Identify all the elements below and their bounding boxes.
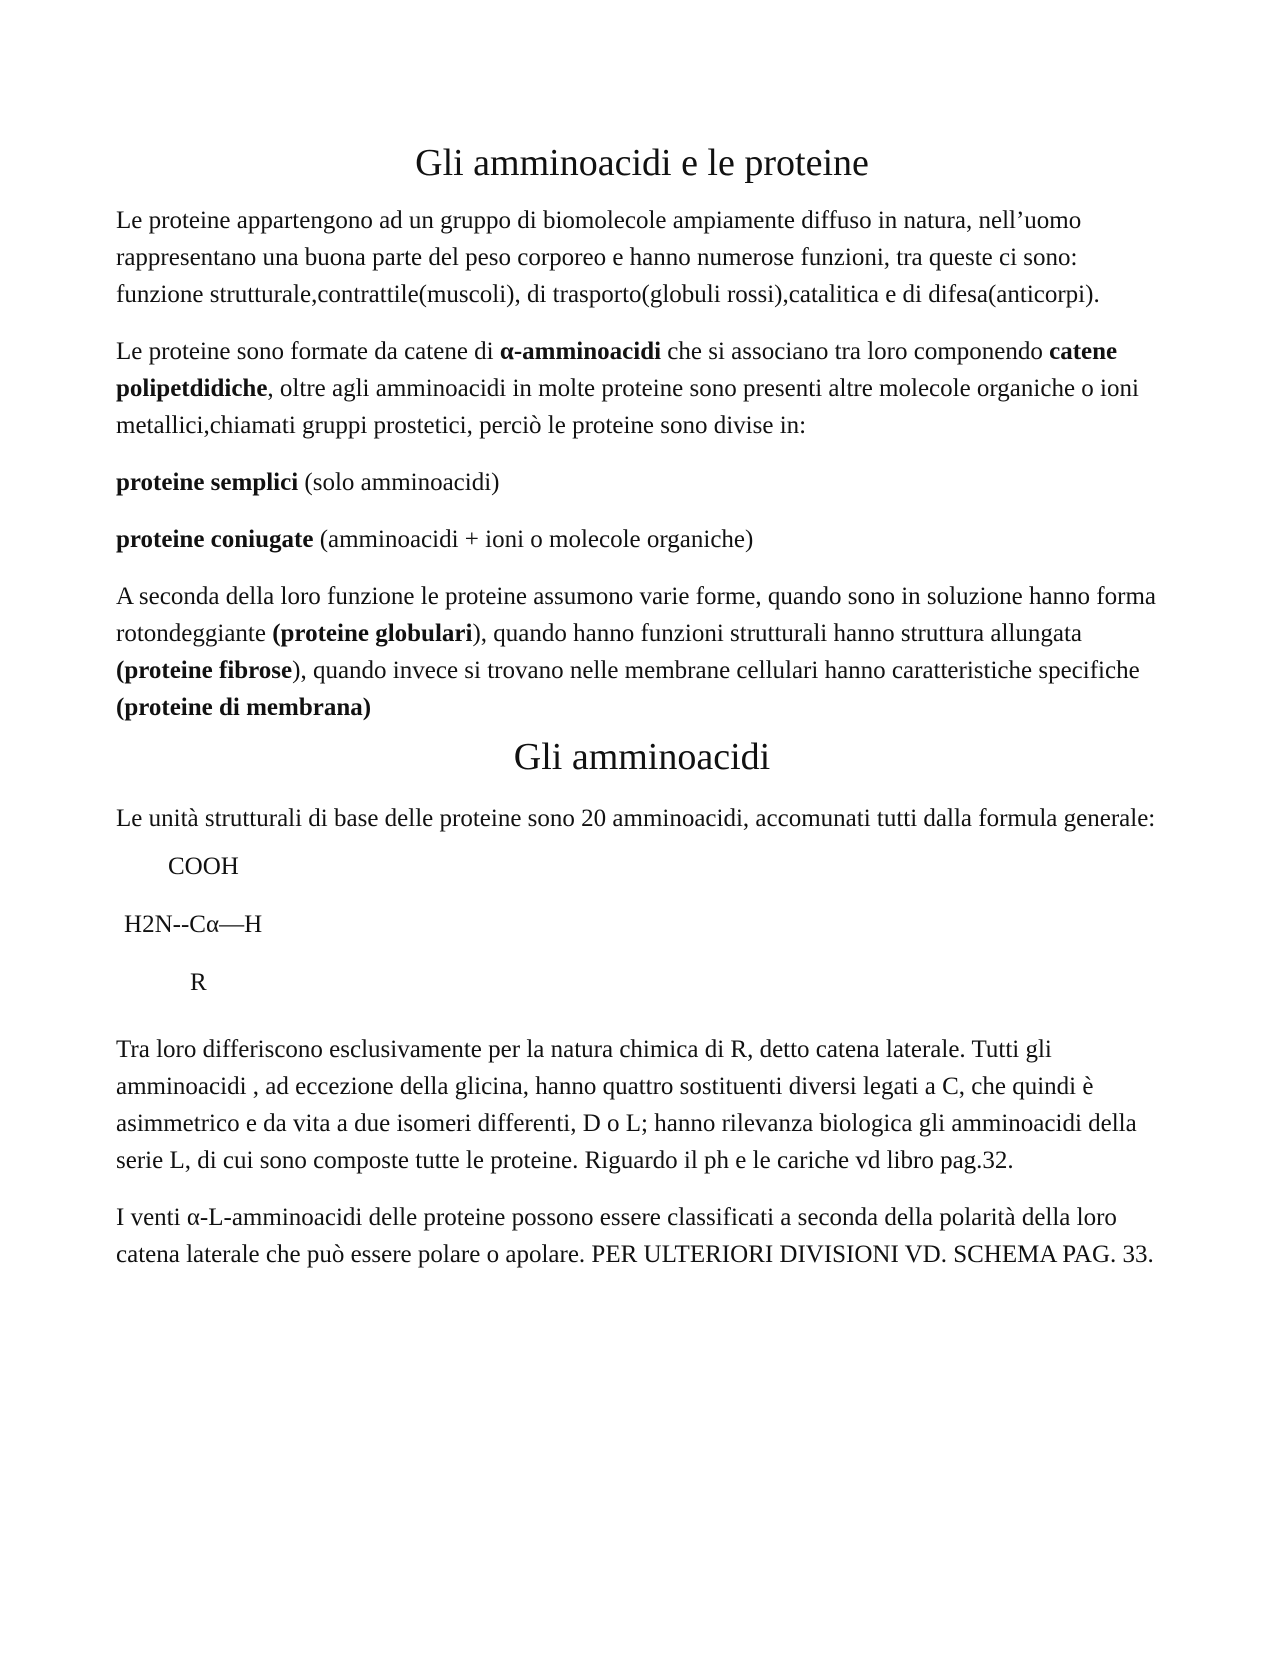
shapes-text-2: ), quando hanno funzioni strutturali hanno struttura allungata	[472, 620, 1083, 647]
composition-text-3: , oltre agli amminoacidi in molte proteine sono presenti altre molecole organiche o ioni metallici,chiamati gruppi prostetici, perciò le proteine sono divise in:	[116, 375, 1139, 439]
formula-h-bond: —H	[219, 911, 263, 938]
document-title: Gli amminoacidi e le proteine	[415, 142, 869, 184]
formula-alpha: α	[205, 911, 220, 938]
composition-text-1: Le proteine sono formate da catene di	[116, 338, 500, 365]
alpha-amminoacidi-term: α-amminoacidi	[499, 338, 662, 365]
formula-h: H	[124, 911, 143, 938]
shapes-text-4: )	[362, 694, 372, 721]
structural-units-paragraph: Le unità strutturali di base delle proteine sono 20 amminoacidi, accomunati tutti dalla formula generale:	[116, 805, 1156, 832]
formula-nc: N--C	[154, 911, 206, 938]
composition-paragraph	[116, 333, 1168, 444]
conjugated-proteins-term: proteine coniugate	[116, 526, 314, 553]
conjugated-proteins-line	[116, 521, 1168, 558]
formula-backbone	[124, 906, 262, 943]
shapes-text-1: A seconda della loro funzione le proteine assumono varie forme, quando sono in soluzione hanno forma rotondeggiante	[116, 583, 1156, 647]
composition-text-2: che si associano tra loro componendo	[661, 338, 1050, 365]
shapes-text-3: ), quando invece si trovano nelle membrane cellulari hanno caratteristiche specifiche	[292, 657, 1140, 684]
document-page	[116, 140, 1168, 1273]
formula-subscript-2: 2	[142, 911, 155, 938]
formula-side-chain: R	[190, 969, 207, 996]
simple-proteins-line	[116, 464, 1168, 501]
conjugated-proteins-desc: (amminoacidi + ioni o molecole organiche)	[313, 526, 754, 553]
protein-shapes-paragraph	[116, 578, 1168, 726]
membrane-proteins-term: (proteine di membrana	[116, 694, 363, 721]
classification-paragraph: I venti α-L-amminoacidi delle proteine possono essere classificati a seconda della polarità della loro catena laterale che può essere polare o apolare. PER ULTERIORI DIVISIONI VD. SCHEMA PAG. 33.	[116, 1204, 1154, 1268]
section-heading-amminoacidi: Gli amminoacidi	[513, 736, 771, 778]
intro-paragraph: Le proteine appartengono ad un gruppo di biomolecole ampiamente diffuso in natura, nell’uomo rappresentano una buona parte del peso corporeo e hanno numerose funzioni, tra queste ci sono: funzione strutturale,contrattile(muscoli), di trasporto(globuli rossi),catalitica e di difesa(anticorpi).	[116, 207, 1100, 308]
simple-proteins-term: proteine semplici	[116, 469, 299, 496]
simple-proteins-desc: (solo amminoacidi)	[298, 469, 500, 496]
globular-proteins-term: (proteine globulari	[272, 620, 473, 647]
side-chain-paragraph: Tra loro differiscono esclusivamente per la natura chimica di R, detto catena laterale. Tutti gli amminoacidi , ad eccezione della glicina, hanno quattro sostituenti diversi legati a C, che quindi è asimmetrico e da vita a due isomeri differenti, D o L; hanno rilevanza biologica gli amminoacidi della serie L, di cui sono composte tutte le proteine. Riguardo il ph e le cariche vd libro pag.32.	[116, 1036, 1137, 1174]
formula-carboxyl: COOH	[168, 853, 239, 880]
fibrous-proteins-term: (proteine fibrose	[116, 657, 293, 684]
catene-polipeptidiche-term: catene polipetdidiche	[116, 338, 1118, 402]
general-formula	[116, 848, 1168, 1018]
